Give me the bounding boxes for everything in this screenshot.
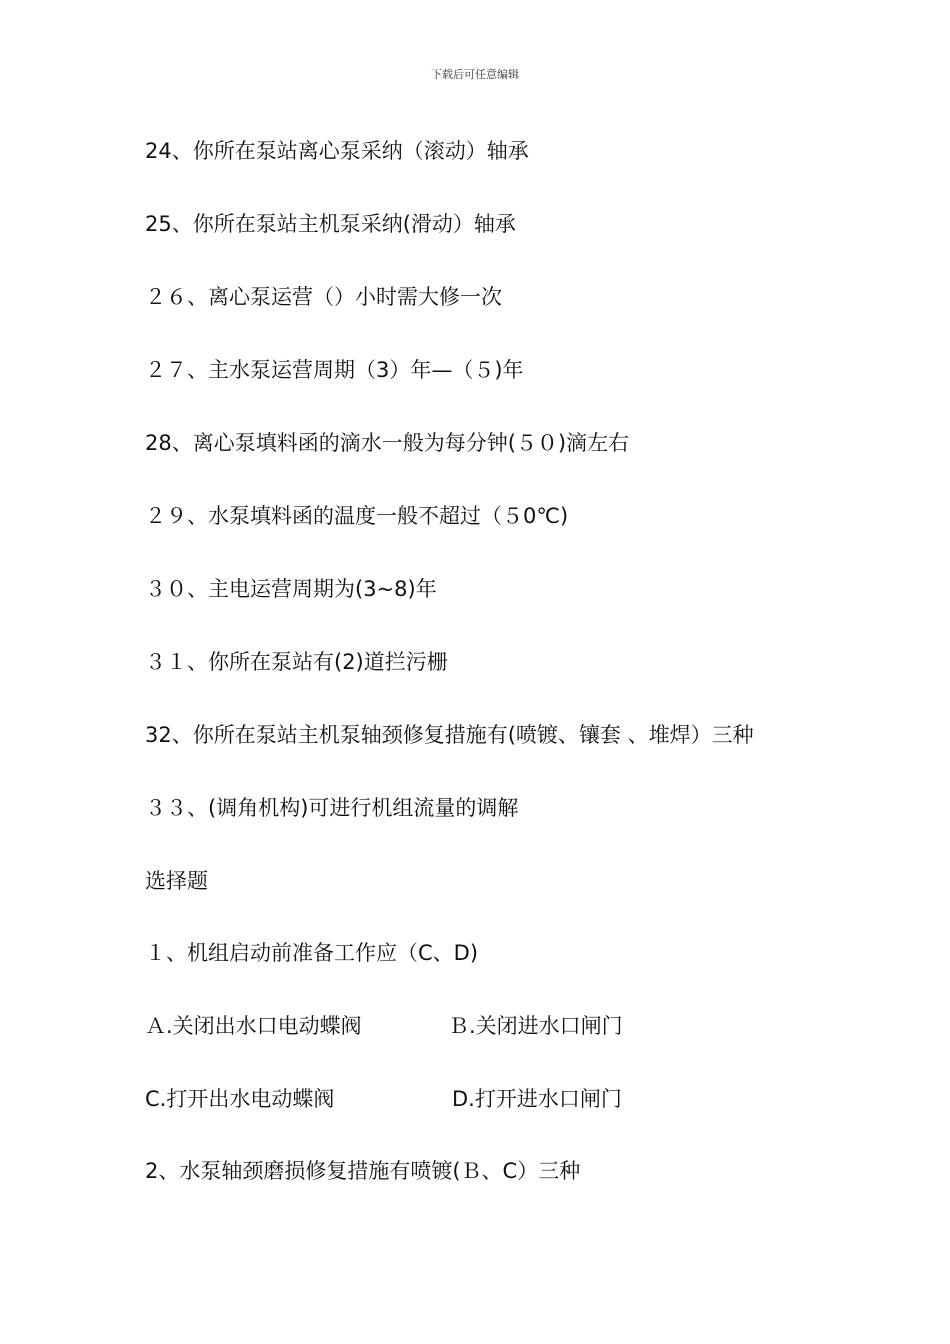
question-29: ２９、水泵填料函的温度一般不超过（５0℃) [145,504,569,528]
question-33: ３３、(调角机构)可进行机组流量的调解 [145,796,519,820]
option-b: Ｂ.关闭进水口闸门 [448,1014,623,1038]
option-a: Ａ.关闭出水口电动蝶阀 [145,1014,362,1038]
question-31: ３１、你所在泵站有(2)道拦污栅 [145,650,448,674]
option-c: C.打开出水电动蝶阀 [145,1087,335,1111]
choice-question-1: １、机组启动前准备工作应（C、D) [145,941,479,965]
question-27: ２７、主水泵运营周期（3）年—（５)年 [145,358,524,382]
option-d: D.打开进水口闸门 [452,1087,622,1111]
question-32: 32、你所在泵站主机泵轴颈修复措施有(喷镀、镶套 、堆焊）三种 [145,723,754,747]
question-26: ２６、离心泵运营（）小时需大修一次 [145,285,502,309]
question-28: 28、离心泵填料函的滴水一般为每分钟(５０)滴左右 [145,431,630,455]
page-header: 下载后可任意编辑 [431,68,519,81]
question-30: ３０、主电运营周期为(3~8)年 [145,577,437,601]
question-25: 25、你所在泵站主机泵采纳(滑动）轴承 [145,212,516,236]
section-heading-choice: 选择题 [145,869,208,893]
choice-question-2: 2、水泵轴颈磨损修复措施有喷镀(Ｂ、C）三种 [145,1159,581,1183]
question-24: 24、你所在泵站离心泵采纳（滚动）轴承 [145,139,529,163]
